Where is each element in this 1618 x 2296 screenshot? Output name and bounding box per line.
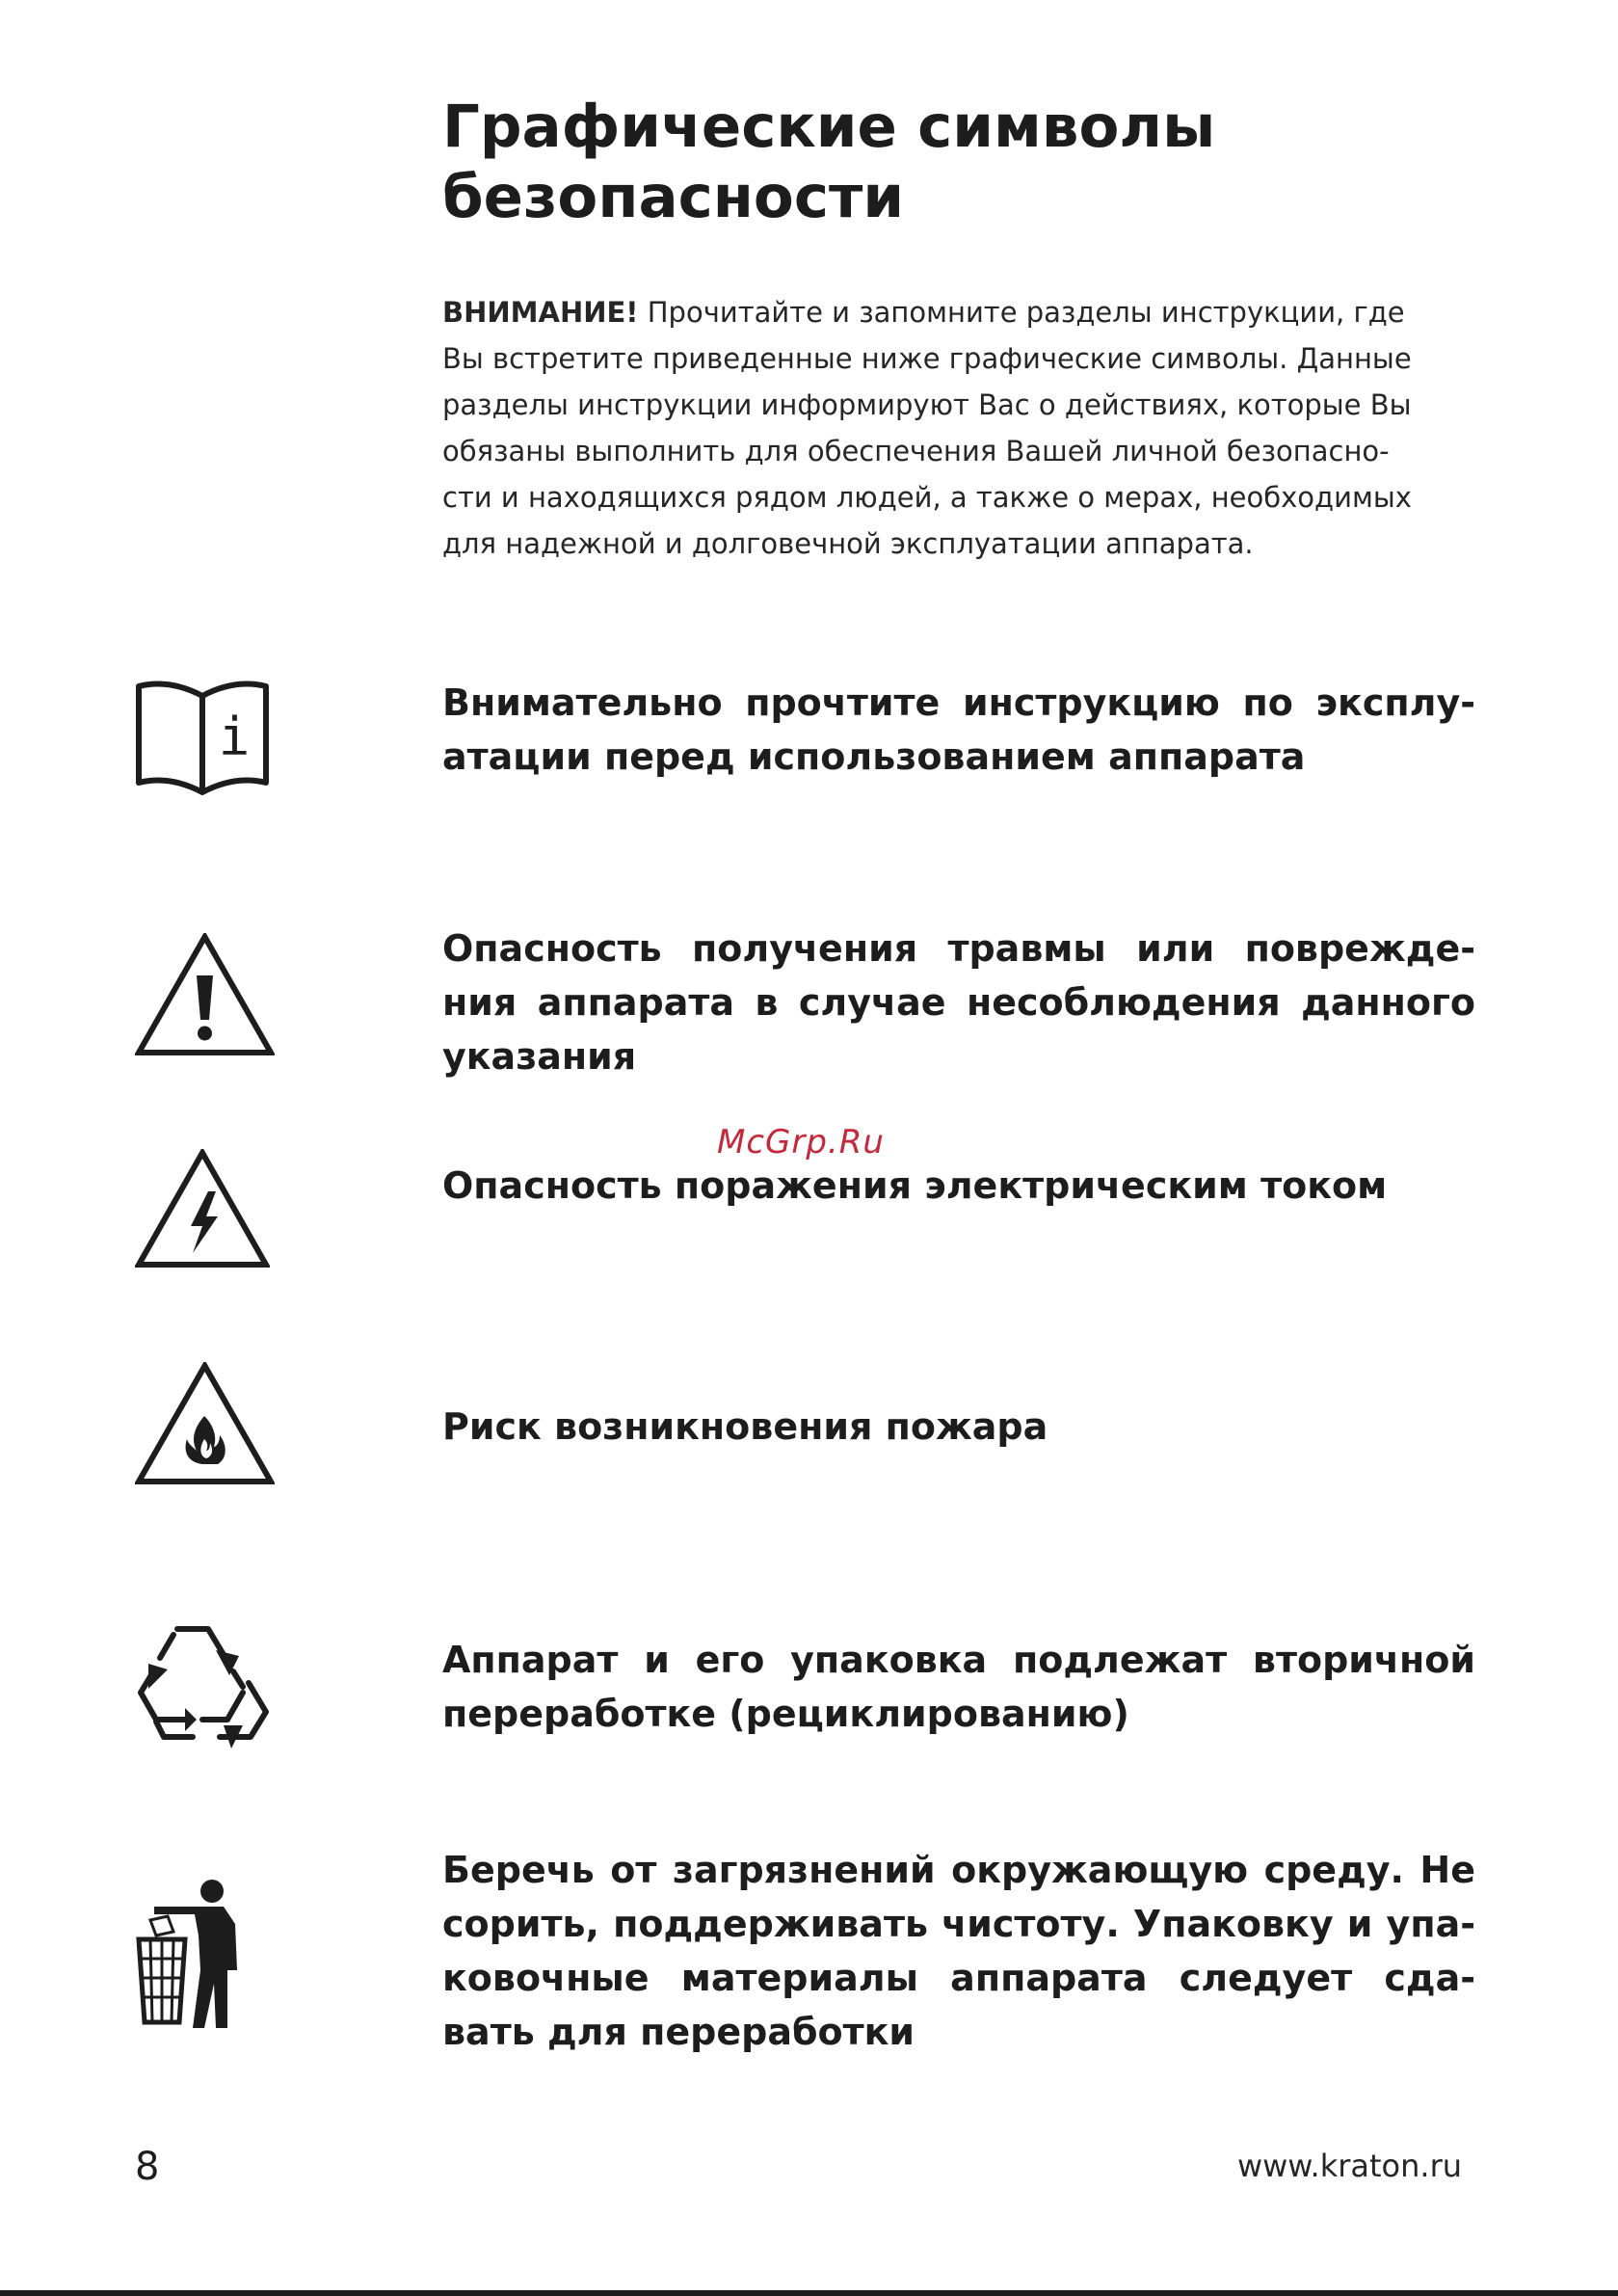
symbol-line: указания — [442, 1035, 637, 1078]
recycling-icon — [135, 1615, 275, 1750]
intro-line-2: Вы встретите приведенные ниже графические символы. Данные — [442, 342, 1412, 375]
symbol-description-environment — [442, 1843, 1475, 2059]
tidy-man-bin-icon — [135, 1878, 251, 2030]
symbol-description-fire — [442, 1400, 1475, 1454]
symbol-line: Опасность получения травмы или поврежде- — [442, 927, 1475, 970]
intro-line-3: разделы инструкции информируют Вас о действиях, которые Вы — [442, 388, 1412, 421]
page-number: 8 — [135, 2145, 160, 2189]
page-title-line-2: безопасности — [442, 163, 905, 231]
symbol-line: Риск возникновения пожара — [442, 1405, 1048, 1448]
symbol-line: Опасность поражения электрическим током — [442, 1164, 1388, 1207]
symbol-description-recycling — [442, 1633, 1475, 1741]
website-link[interactable]: www.kraton.ru — [1236, 2148, 1462, 2184]
attention-label: ВНИМАНИЕ! — [442, 296, 639, 329]
watermark: McGrp.Ru — [717, 1123, 885, 1161]
svg-text:i: i — [218, 707, 251, 767]
symbol-description-electric — [442, 1159, 1475, 1213]
bottom-divider — [0, 2290, 1618, 2296]
symbol-description-manual — [442, 676, 1475, 784]
symbol-line: атации перед использованием аппарата — [442, 735, 1306, 778]
warning-exclamation-icon — [135, 933, 275, 1056]
symbol-line: вать для переработки — [442, 2011, 915, 2053]
intro-line-1-text: Прочитайте и запомните разделы инструкции, где — [638, 296, 1405, 329]
intro-line-5: сти и находящихся рядом людей, а также о мерах, необходимых — [442, 481, 1412, 514]
manual-info-icon — [135, 675, 270, 795]
intro-line-4: обязаны выполнить для обеспечения Вашей личной безопасно- — [442, 435, 1390, 467]
symbol-line: ния аппарата в случае несоблюдения данного — [442, 981, 1475, 1024]
intro-paragraph — [442, 289, 1483, 567]
symbol-line: переработке (рециклированию) — [442, 1693, 1129, 1735]
electric-shock-icon — [135, 1149, 270, 1268]
intro-line-1 — [442, 289, 1483, 335]
intro-line-6: для надежной и долговечной эксплуатации аппарата. — [442, 527, 1254, 560]
symbol-line: Внимательно прочтите инструкцию по эксплу- — [442, 681, 1475, 724]
symbol-line: сорить, поддерживать чистоту. Упаковку и упа- — [442, 1903, 1475, 1945]
symbol-description-warning — [442, 921, 1475, 1083]
symbol-line: ковочные материалы аппарата следует сда- — [442, 1957, 1475, 1999]
page-title-line-1: Графические символы — [442, 93, 1216, 161]
fire-hazard-icon — [135, 1362, 275, 1485]
symbol-line: Аппарат и его упаковка подлежат вторичной — [442, 1639, 1475, 1681]
page-title — [442, 92, 1502, 232]
symbol-line: Беречь от загрязнений окружающую среду. Не — [442, 1849, 1475, 1891]
